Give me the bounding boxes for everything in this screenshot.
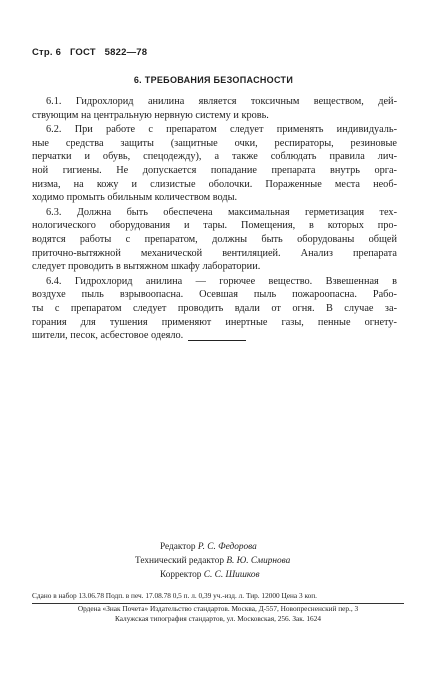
text-line: 6.3. Должна быть обеспечена максимальная герметизация тех- xyxy=(46,206,397,218)
publisher-imprint xyxy=(32,604,404,624)
text-line: воздухе пыль взрывоопасна. Осевшая пыль пожароопасна. Рабо- xyxy=(32,289,397,301)
credit-name: В. Ю. Смирнова xyxy=(226,556,291,566)
credit-role: Корректор xyxy=(160,570,202,580)
print-line: Сдано в набор 13.06.78 Подп. в печ. 17.08.78 0,5 п. л. 0,39 уч.-изд. л. Тир. 12000 Цена 3 коп. xyxy=(32,591,317,600)
text-line: 6.4. Гидрохлорид анилина — горючее вещество. Взвешенная в xyxy=(46,275,397,287)
document-body xyxy=(32,95,397,344)
text-line: 6.2. При работе с препаратом следует применять индивидуаль- xyxy=(46,124,397,136)
paragraph-6-3 xyxy=(32,206,397,274)
paragraph-6-4 xyxy=(32,275,397,343)
credit-proofreader xyxy=(160,569,260,583)
credit-tech-editor xyxy=(135,555,290,569)
text-line: ходимо промыть обильным количеством воды. xyxy=(32,192,238,204)
credit-role: Технический редактор xyxy=(135,556,225,566)
paragraph-6-2 xyxy=(32,123,397,205)
text-line: шители, песок, асбестовое одеяло. xyxy=(32,330,184,342)
text-line: горания для тушения применяют инертные газы, пенные огнету- xyxy=(32,316,397,328)
page-header xyxy=(32,47,153,58)
standard-label: ГОСТ xyxy=(69,47,96,58)
section-title: 6. ТРЕБОВАНИЯ БЕЗОПАСНОСТИ xyxy=(133,75,294,85)
text-line: ной гигиены. Не допускается попадание препарата внутрь орга- xyxy=(32,164,397,176)
imprint-line: Ордена «Знак Почета» Издательство стандартов. Москва, Д-557, Новопресненский пер., 3 xyxy=(77,604,359,613)
credit-name: С. С. Шишков xyxy=(203,570,260,580)
credit-role: Редактор xyxy=(160,542,196,552)
credit-editor xyxy=(160,541,257,555)
text-line: ты с препаратом следует проводить вдали от огня. В случае за- xyxy=(32,302,397,314)
paragraph-6-1 xyxy=(32,95,397,122)
standard-number: 5822—78 xyxy=(104,47,148,58)
text-line: низма, на кожу и слизистые оболочки. Пораженные места необ- xyxy=(32,178,397,190)
text-line: ствующим на центральную нервную систему и кровь. xyxy=(32,109,269,121)
text-line: нологического оборудования и тары. Помещения, в которых про- xyxy=(32,220,397,232)
credit-name: Р. С. Федорова xyxy=(197,542,257,552)
text-line: ные средства защиты (защитные очки, респираторы, резиновые xyxy=(32,137,397,149)
text-line: приточно-вытяжной механической вентиляцией. Анализ препарата xyxy=(32,247,397,259)
text-line: следует проводить в вытяжном шкафу лаборатории. xyxy=(32,261,261,273)
page-number: Стр. 6 xyxy=(32,47,62,58)
section-end-divider xyxy=(188,340,246,341)
imprint-line: Калужская типография стандартов, ул. Московская, 256. Зак. 1624 xyxy=(114,614,322,623)
text-line: перчатки и обувь, спецодежду), а также соблюдать правила лич- xyxy=(32,151,397,163)
text-line: водятся работы с препаратом, должны быть оборудованы общей xyxy=(32,233,397,245)
text-line: 6.1. Гидрохлорид анилина является токсичным веществом, дей- xyxy=(46,96,397,107)
